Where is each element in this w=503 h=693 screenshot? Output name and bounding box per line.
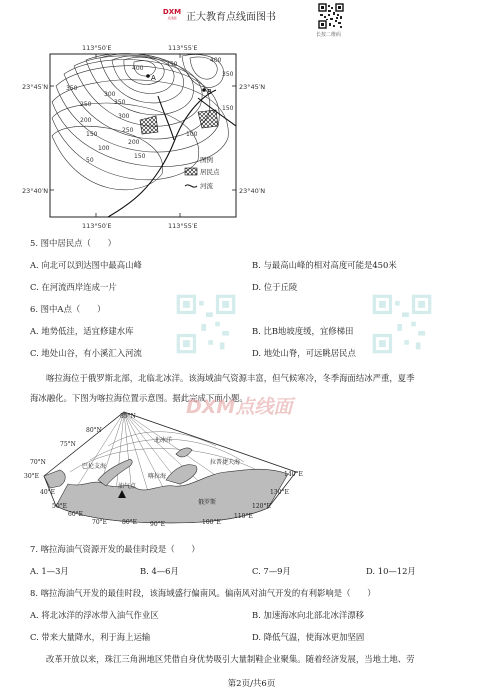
q5-option-c[interactable]: C. 在河流西岸连成一片 (30, 282, 117, 292)
lat-label: 80°N (86, 427, 102, 434)
point-b-label: B (207, 88, 212, 96)
q7-option-d[interactable]: D. 10—12月 (366, 566, 416, 576)
place-label: 喀拉海 (148, 473, 167, 480)
contour-label: 150 (134, 153, 146, 160)
intro-line-1: 喀拉海位于俄罗斯北部，北临北冰洋。该海域油气资源丰富，但气候寒冷，冬季海面结冰严重，夏季 (46, 373, 415, 383)
lon-label: 100°E (202, 519, 221, 526)
watermark-text: DXM点线面 (186, 396, 293, 418)
lon-label: 113°50′E (82, 222, 112, 230)
lon-label: 40°E (40, 489, 56, 496)
q7-stem: 7. 喀拉海油气资源开发的最佳时段是（ ） (30, 544, 200, 554)
q5-option-d[interactable]: D. 位于丘陵 (252, 282, 298, 292)
contour-label: 350 (114, 99, 126, 106)
header-title: 正大教育点线面图书 (186, 12, 276, 23)
q5-option-b[interactable]: B. 与最高山峰的相对高度可能是450米 (252, 260, 397, 270)
contour-label: 250 (122, 127, 134, 134)
contour-label: 50 (86, 157, 94, 164)
contour-label: 400 (210, 57, 222, 64)
legend-settlement-label: 居民点 (200, 168, 220, 176)
page-number: 第2页/共6页 (227, 679, 276, 689)
lon-label: 60°E (68, 511, 84, 518)
q6-option-a[interactable]: A. 地势低洼，适宜修建水库 (30, 326, 134, 336)
q8-option-d[interactable]: D. 降低气温，使海冰更加坚固 (252, 632, 365, 642)
watermark-qr-icon (176, 294, 236, 354)
contour-label: 350 (66, 85, 78, 92)
contour-label: 150 (222, 105, 234, 112)
contour-label: 450 (166, 61, 178, 68)
topographic-map (22, 40, 322, 235)
place-label: 拉普捷夫海 (210, 459, 241, 466)
q5-stem: 5. 图中居民点（ ） (30, 238, 117, 248)
lat-label: 23°40′N (22, 187, 49, 195)
contour-label: 200 (80, 117, 92, 124)
publisher-logo: DXM 点线面 (162, 8, 182, 20)
lon-label: 113°50′E (82, 44, 112, 52)
lon-label: 80°E (122, 519, 138, 526)
q8-stem: 8. 喀拉海油气开发的最佳时段，该海域盛行偏南风。偏南风对油气开发的有利影响是（ ） (30, 588, 376, 598)
legend-river-label: 河流 (200, 182, 213, 190)
place-label: 俄罗斯 (198, 499, 217, 506)
lon-label: 50°E (52, 503, 68, 510)
q6-stem: 6. 图中A点（ ） (30, 304, 106, 314)
lon-label: 130°E (270, 489, 289, 496)
lon-label: 90°E (150, 521, 166, 528)
q6-option-d[interactable]: D. 地处山脊，可远眺居民点 (252, 348, 356, 358)
q8-option-a[interactable]: A. 将北冰洋的浮冰带入油气作业区 (30, 610, 159, 620)
lat-label: 75°N (60, 441, 76, 448)
lat-label: 23°45′N (239, 83, 266, 91)
q6-option-c[interactable]: C. 地处山谷，有小溪汇入河流 (30, 348, 142, 358)
place-label: 油气点 (118, 483, 137, 490)
lon-label: 113°55′E (168, 44, 198, 52)
q8-option-c[interactable]: C. 带来大量降水，利于海上运输 (30, 632, 151, 642)
q6-option-b[interactable]: B. 比B地坡度缓，宜修梯田 (252, 326, 354, 336)
header-qr-code-icon[interactable] (318, 3, 344, 29)
contour-label: 150 (86, 131, 98, 138)
watermark-qr-icon (372, 294, 432, 354)
qr-caption: 长按二维码 (316, 32, 342, 38)
q7-option-a[interactable]: A. 1—3月 (30, 566, 69, 576)
q8-option-b[interactable]: B. 加速海冰向北部北冰洋漂移 (252, 610, 364, 620)
q7-option-c[interactable]: C. 7—9月 (252, 566, 291, 576)
lon-label: 110°E (234, 513, 253, 520)
lon-label: 140°E (284, 471, 303, 478)
lat-label: 23°40′N (239, 187, 266, 195)
contour-label: 300 (118, 113, 130, 120)
contour-label: 400 (132, 65, 144, 72)
q7-option-b[interactable]: B. 4—6月 (140, 566, 179, 576)
point-a-label: A (151, 74, 156, 82)
legend-title: 图例 (200, 156, 213, 164)
contour-label: 100 (186, 131, 198, 138)
contour-label: 350 (222, 71, 234, 78)
q5-option-a[interactable]: A. 向北可以到达图中最高山峰 (30, 260, 142, 270)
intro-line-2: 海冰融化。下图为喀拉海位置示意图。据此完成下面小题。 (30, 393, 248, 403)
lon-label: 30°E (24, 473, 40, 480)
lat-label: 23°45′N (22, 83, 49, 91)
contour-label: 100 (98, 145, 110, 152)
kara-sea-map (24, 408, 320, 532)
contour-label: 200 (128, 139, 140, 146)
lat-label: 70°N (30, 459, 46, 466)
lon-label: 113°55′E (168, 222, 198, 230)
lon-label: 70°E (92, 519, 108, 526)
lat-label: 85°N (120, 413, 136, 420)
place-label: 巴伦支海 (82, 463, 107, 470)
contour-label: 250 (80, 101, 92, 108)
place-label: 北冰洋 (154, 437, 173, 444)
next-paragraph: 改革开放以来，珠江三角洲地区凭借自身优势吸引大量制鞋企业聚集。随着经济发展，当地土地、劳 (46, 654, 415, 664)
lon-label: 120°E (252, 503, 271, 510)
contour-label: 300 (104, 91, 116, 98)
